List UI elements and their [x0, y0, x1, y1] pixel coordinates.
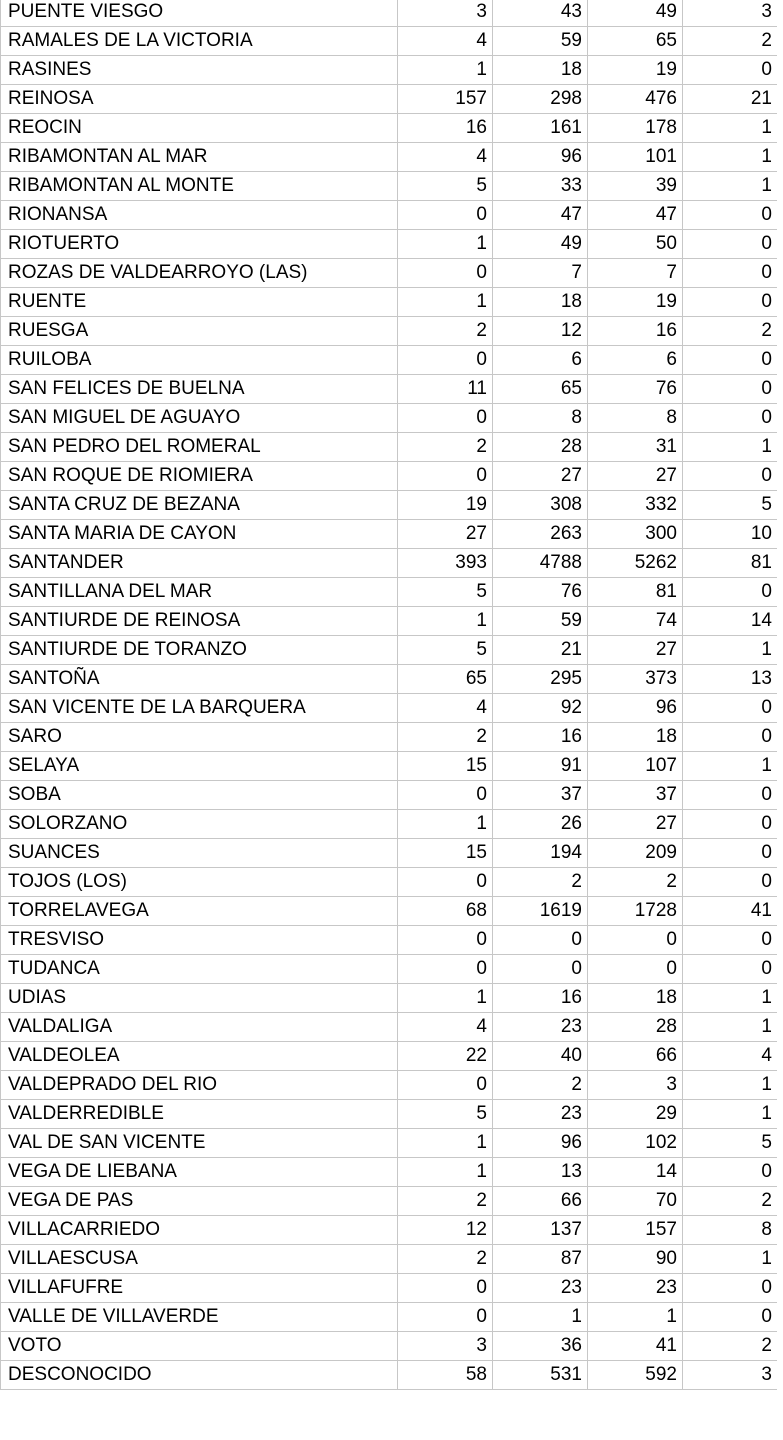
table-body	[1, 0, 778, 1390]
value-cell-col3: 41	[588, 1332, 683, 1361]
municipality-name-cell: UDIAS	[1, 984, 398, 1013]
table-row	[1, 491, 778, 520]
value-cell-col2: 49	[493, 230, 588, 259]
table-row	[1, 259, 778, 288]
table-row	[1, 1071, 778, 1100]
value-cell-col1: 1	[398, 607, 493, 636]
table-row	[1, 27, 778, 56]
value-cell-col2: 18	[493, 288, 588, 317]
value-cell-col1: 0	[398, 868, 493, 897]
value-cell-col2: 87	[493, 1245, 588, 1274]
value-cell-col4: 0	[683, 1274, 778, 1303]
table-row	[1, 0, 778, 27]
value-cell-col4: 0	[683, 694, 778, 723]
value-cell-col1: 4	[398, 694, 493, 723]
table-row	[1, 520, 778, 549]
value-cell-col3: 3	[588, 1071, 683, 1100]
table-row	[1, 288, 778, 317]
value-cell-col2: 4788	[493, 549, 588, 578]
value-cell-col2: 16	[493, 984, 588, 1013]
table-row	[1, 955, 778, 984]
value-cell-col4: 0	[683, 926, 778, 955]
value-cell-col1: 4	[398, 27, 493, 56]
municipality-name-cell: TOJOS (LOS)	[1, 868, 398, 897]
value-cell-col4: 1	[683, 1071, 778, 1100]
value-cell-col1: 58	[398, 1361, 493, 1390]
value-cell-col3: 178	[588, 114, 683, 143]
municipality-name-cell: SAN MIGUEL DE AGUAYO	[1, 404, 398, 433]
value-cell-col4: 1	[683, 752, 778, 781]
table-row	[1, 607, 778, 636]
municipality-name-cell: SANTA MARIA DE CAYON	[1, 520, 398, 549]
value-cell-col2: 66	[493, 1187, 588, 1216]
value-cell-col1: 0	[398, 1303, 493, 1332]
municipality-name-cell: SUANCES	[1, 839, 398, 868]
value-cell-col1: 0	[398, 1274, 493, 1303]
table-row	[1, 85, 778, 114]
value-cell-col4: 3	[683, 0, 778, 27]
value-cell-col2: 27	[493, 462, 588, 491]
table-row	[1, 868, 778, 897]
value-cell-col4: 0	[683, 259, 778, 288]
value-cell-col2: 308	[493, 491, 588, 520]
value-cell-col1: 4	[398, 143, 493, 172]
value-cell-col2: 40	[493, 1042, 588, 1071]
value-cell-col2: 298	[493, 85, 588, 114]
value-cell-col1: 19	[398, 491, 493, 520]
table-row	[1, 433, 778, 462]
table-row	[1, 1013, 778, 1042]
value-cell-col3: 29	[588, 1100, 683, 1129]
value-cell-col3: 6	[588, 346, 683, 375]
value-cell-col4: 0	[683, 781, 778, 810]
value-cell-col2: 18	[493, 56, 588, 85]
value-cell-col4: 13	[683, 665, 778, 694]
table-row	[1, 1274, 778, 1303]
table-row	[1, 1303, 778, 1332]
value-cell-col3: 1728	[588, 897, 683, 926]
value-cell-col4: 3	[683, 1361, 778, 1390]
value-cell-col3: 1	[588, 1303, 683, 1332]
value-cell-col3: 27	[588, 810, 683, 839]
municipality-name-cell: SANTANDER	[1, 549, 398, 578]
value-cell-col4: 0	[683, 1303, 778, 1332]
value-cell-col3: 0	[588, 926, 683, 955]
value-cell-col1: 16	[398, 114, 493, 143]
value-cell-col3: 0	[588, 955, 683, 984]
value-cell-col2: 23	[493, 1013, 588, 1042]
value-cell-col2: 36	[493, 1332, 588, 1361]
value-cell-col4: 0	[683, 810, 778, 839]
value-cell-col4: 1	[683, 172, 778, 201]
municipality-name-cell: SANTOÑA	[1, 665, 398, 694]
value-cell-col4: 0	[683, 56, 778, 85]
table-row	[1, 317, 778, 346]
municipality-name-cell: RASINES	[1, 56, 398, 85]
municipality-name-cell: RAMALES DE LA VICTORIA	[1, 27, 398, 56]
value-cell-col3: 81	[588, 578, 683, 607]
table-row	[1, 1245, 778, 1274]
municipality-name-cell: VALDEPRADO DEL RIO	[1, 1071, 398, 1100]
value-cell-col3: 18	[588, 723, 683, 752]
value-cell-col3: 209	[588, 839, 683, 868]
value-cell-col2: 91	[493, 752, 588, 781]
table-row	[1, 230, 778, 259]
value-cell-col2: 1	[493, 1303, 588, 1332]
value-cell-col3: 102	[588, 1129, 683, 1158]
value-cell-col4: 2	[683, 27, 778, 56]
table-row	[1, 810, 778, 839]
value-cell-col1: 2	[398, 723, 493, 752]
value-cell-col3: 2	[588, 868, 683, 897]
value-cell-col3: 19	[588, 288, 683, 317]
value-cell-col1: 5	[398, 1100, 493, 1129]
value-cell-col1: 1	[398, 56, 493, 85]
value-cell-col3: 37	[588, 781, 683, 810]
municipality-name-cell: VALDALIGA	[1, 1013, 398, 1042]
value-cell-col1: 1	[398, 1158, 493, 1187]
value-cell-col3: 332	[588, 491, 683, 520]
value-cell-col4: 21	[683, 85, 778, 114]
value-cell-col4: 0	[683, 839, 778, 868]
municipality-name-cell: TUDANCA	[1, 955, 398, 984]
value-cell-col4: 0	[683, 868, 778, 897]
municipality-name-cell: SANTIURDE DE REINOSA	[1, 607, 398, 636]
municipality-name-cell: RIOTUERTO	[1, 230, 398, 259]
value-cell-col4: 1	[683, 114, 778, 143]
value-cell-col3: 8	[588, 404, 683, 433]
value-cell-col3: 476	[588, 85, 683, 114]
value-cell-col1: 0	[398, 404, 493, 433]
table-row	[1, 1187, 778, 1216]
table-row	[1, 172, 778, 201]
municipality-name-cell: VALDERREDIBLE	[1, 1100, 398, 1129]
municipality-name-cell: VAL DE SAN VICENTE	[1, 1129, 398, 1158]
table-row	[1, 549, 778, 578]
value-cell-col4: 1	[683, 984, 778, 1013]
value-cell-col1: 0	[398, 201, 493, 230]
value-cell-col1: 2	[398, 1187, 493, 1216]
value-cell-col3: 19	[588, 56, 683, 85]
value-cell-col2: 194	[493, 839, 588, 868]
municipality-name-cell: VEGA DE PAS	[1, 1187, 398, 1216]
table-row	[1, 1216, 778, 1245]
value-cell-col2: 23	[493, 1100, 588, 1129]
value-cell-col4: 0	[683, 578, 778, 607]
value-cell-col4: 1	[683, 1245, 778, 1274]
municipality-name-cell: TORRELAVEGA	[1, 897, 398, 926]
value-cell-col3: 23	[588, 1274, 683, 1303]
value-cell-col3: 74	[588, 607, 683, 636]
value-cell-col1: 0	[398, 462, 493, 491]
table-row	[1, 636, 778, 665]
value-cell-col1: 11	[398, 375, 493, 404]
value-cell-col4: 0	[683, 201, 778, 230]
value-cell-col2: 295	[493, 665, 588, 694]
table-row	[1, 375, 778, 404]
municipality-name-cell: SAN FELICES DE BUELNA	[1, 375, 398, 404]
value-cell-col4: 2	[683, 317, 778, 346]
value-cell-col1: 1	[398, 230, 493, 259]
municipality-name-cell: SAN VICENTE DE LA BARQUERA	[1, 694, 398, 723]
value-cell-col3: 65	[588, 27, 683, 56]
value-cell-col2: 28	[493, 433, 588, 462]
value-cell-col1: 2	[398, 317, 493, 346]
value-cell-col2: 76	[493, 578, 588, 607]
value-cell-col4: 1	[683, 433, 778, 462]
municipality-name-cell: PUENTE VIESGO	[1, 0, 398, 27]
value-cell-col3: 592	[588, 1361, 683, 1390]
municipality-name-cell: SAN PEDRO DEL ROMERAL	[1, 433, 398, 462]
value-cell-col2: 92	[493, 694, 588, 723]
value-cell-col4: 8	[683, 1216, 778, 1245]
value-cell-col3: 76	[588, 375, 683, 404]
value-cell-col4: 0	[683, 346, 778, 375]
municipality-name-cell: VILLACARRIEDO	[1, 1216, 398, 1245]
value-cell-col3: 90	[588, 1245, 683, 1274]
value-cell-col1: 3	[398, 1332, 493, 1361]
value-cell-col1: 68	[398, 897, 493, 926]
value-cell-col2: 6	[493, 346, 588, 375]
value-cell-col1: 0	[398, 781, 493, 810]
value-cell-col2: 137	[493, 1216, 588, 1245]
table-row	[1, 56, 778, 85]
value-cell-col3: 101	[588, 143, 683, 172]
value-cell-col4: 0	[683, 462, 778, 491]
municipality-name-cell: VEGA DE LIEBANA	[1, 1158, 398, 1187]
value-cell-col1: 5	[398, 636, 493, 665]
table-row	[1, 1042, 778, 1071]
table-row	[1, 781, 778, 810]
value-cell-col2: 12	[493, 317, 588, 346]
value-cell-col2: 65	[493, 375, 588, 404]
value-cell-col1: 1	[398, 288, 493, 317]
value-cell-col2: 1619	[493, 897, 588, 926]
municipality-name-cell: DESCONOCIDO	[1, 1361, 398, 1390]
value-cell-col1: 0	[398, 259, 493, 288]
municipality-name-cell: SOBA	[1, 781, 398, 810]
value-cell-col3: 300	[588, 520, 683, 549]
value-cell-col2: 47	[493, 201, 588, 230]
sheet-right-margin	[777, 0, 783, 1440]
value-cell-col4: 10	[683, 520, 778, 549]
table-row	[1, 665, 778, 694]
value-cell-col3: 49	[588, 0, 683, 27]
municipality-name-cell: VILLAESCUSA	[1, 1245, 398, 1274]
table-row	[1, 462, 778, 491]
municipality-name-cell: REOCIN	[1, 114, 398, 143]
municipality-name-cell: SANTILLANA DEL MAR	[1, 578, 398, 607]
value-cell-col1: 0	[398, 926, 493, 955]
value-cell-col3: 16	[588, 317, 683, 346]
table-row	[1, 1158, 778, 1187]
value-cell-col4: 5	[683, 1129, 778, 1158]
table-row	[1, 201, 778, 230]
municipality-name-cell: RIBAMONTAN AL MONTE	[1, 172, 398, 201]
value-cell-col2: 0	[493, 926, 588, 955]
value-cell-col1: 2	[398, 433, 493, 462]
value-cell-col3: 39	[588, 172, 683, 201]
value-cell-col3: 18	[588, 984, 683, 1013]
table-row	[1, 694, 778, 723]
value-cell-col4: 0	[683, 955, 778, 984]
value-cell-col2: 37	[493, 781, 588, 810]
value-cell-col1: 15	[398, 839, 493, 868]
value-cell-col2: 96	[493, 1129, 588, 1158]
table-row	[1, 897, 778, 926]
table-row	[1, 752, 778, 781]
value-cell-col2: 59	[493, 607, 588, 636]
value-cell-col1: 3	[398, 0, 493, 27]
value-cell-col4: 41	[683, 897, 778, 926]
value-cell-col4: 14	[683, 607, 778, 636]
value-cell-col2: 21	[493, 636, 588, 665]
value-cell-col2: 13	[493, 1158, 588, 1187]
value-cell-col4: 1	[683, 143, 778, 172]
value-cell-col2: 2	[493, 1071, 588, 1100]
value-cell-col1: 22	[398, 1042, 493, 1071]
value-cell-col4: 81	[683, 549, 778, 578]
value-cell-col3: 70	[588, 1187, 683, 1216]
value-cell-col4: 0	[683, 230, 778, 259]
value-cell-col3: 47	[588, 201, 683, 230]
value-cell-col2: 531	[493, 1361, 588, 1390]
value-cell-col4: 1	[683, 1100, 778, 1129]
value-cell-col1: 157	[398, 85, 493, 114]
value-cell-col1: 27	[398, 520, 493, 549]
value-cell-col4: 0	[683, 288, 778, 317]
value-cell-col3: 7	[588, 259, 683, 288]
value-cell-col2: 16	[493, 723, 588, 752]
value-cell-col4: 4	[683, 1042, 778, 1071]
value-cell-col3: 157	[588, 1216, 683, 1245]
value-cell-col2: 96	[493, 143, 588, 172]
table-row	[1, 114, 778, 143]
table-row	[1, 926, 778, 955]
municipality-name-cell: RUENTE	[1, 288, 398, 317]
value-cell-col3: 31	[588, 433, 683, 462]
municipality-name-cell: VALDEOLEA	[1, 1042, 398, 1071]
value-cell-col3: 14	[588, 1158, 683, 1187]
value-cell-col4: 0	[683, 1158, 778, 1187]
value-cell-col1: 0	[398, 1071, 493, 1100]
value-cell-col3: 66	[588, 1042, 683, 1071]
value-cell-col3: 373	[588, 665, 683, 694]
value-cell-col2: 33	[493, 172, 588, 201]
table-row	[1, 143, 778, 172]
value-cell-col2: 161	[493, 114, 588, 143]
value-cell-col2: 43	[493, 0, 588, 27]
municipality-name-cell: RUESGA	[1, 317, 398, 346]
value-cell-col3: 5262	[588, 549, 683, 578]
table-row	[1, 984, 778, 1013]
table-row	[1, 1332, 778, 1361]
municipality-name-cell: RIONANSA	[1, 201, 398, 230]
table-row	[1, 1361, 778, 1390]
municipality-name-cell: SELAYA	[1, 752, 398, 781]
municipality-name-cell: VILLAFUFRE	[1, 1274, 398, 1303]
table-row	[1, 578, 778, 607]
municipality-name-cell: ROZAS DE VALDEARROYO (LAS)	[1, 259, 398, 288]
table-row	[1, 1100, 778, 1129]
value-cell-col1: 2	[398, 1245, 493, 1274]
value-cell-col1: 5	[398, 578, 493, 607]
value-cell-col3: 27	[588, 636, 683, 665]
table-row	[1, 346, 778, 375]
municipality-name-cell: RUILOBA	[1, 346, 398, 375]
value-cell-col3: 27	[588, 462, 683, 491]
value-cell-col1: 12	[398, 1216, 493, 1245]
value-cell-col1: 1	[398, 1129, 493, 1158]
municipality-name-cell: SANTIURDE DE TORANZO	[1, 636, 398, 665]
value-cell-col1: 5	[398, 172, 493, 201]
value-cell-col3: 28	[588, 1013, 683, 1042]
municipality-name-cell: VOTO	[1, 1332, 398, 1361]
value-cell-col3: 50	[588, 230, 683, 259]
value-cell-col4: 1	[683, 636, 778, 665]
value-cell-col4: 5	[683, 491, 778, 520]
table-row	[1, 839, 778, 868]
value-cell-col1: 0	[398, 955, 493, 984]
value-cell-col4: 0	[683, 723, 778, 752]
value-cell-col3: 107	[588, 752, 683, 781]
value-cell-col1: 393	[398, 549, 493, 578]
value-cell-col1: 65	[398, 665, 493, 694]
value-cell-col2: 26	[493, 810, 588, 839]
municipality-name-cell: VALLE DE VILLAVERDE	[1, 1303, 398, 1332]
municipality-name-cell: TRESVISO	[1, 926, 398, 955]
value-cell-col4: 0	[683, 375, 778, 404]
municipality-name-cell: SARO	[1, 723, 398, 752]
table-row	[1, 723, 778, 752]
value-cell-col2: 2	[493, 868, 588, 897]
value-cell-col2: 59	[493, 27, 588, 56]
value-cell-col1: 0	[398, 346, 493, 375]
value-cell-col4: 0	[683, 404, 778, 433]
municipality-name-cell: RIBAMONTAN AL MAR	[1, 143, 398, 172]
municipality-name-cell: SANTA CRUZ DE BEZANA	[1, 491, 398, 520]
value-cell-col2: 263	[493, 520, 588, 549]
value-cell-col2: 8	[493, 404, 588, 433]
value-cell-col1: 1	[398, 810, 493, 839]
municipality-name-cell: REINOSA	[1, 85, 398, 114]
value-cell-col2: 7	[493, 259, 588, 288]
value-cell-col3: 96	[588, 694, 683, 723]
value-cell-col2: 0	[493, 955, 588, 984]
municipality-name-cell: SAN ROQUE DE RIOMIERA	[1, 462, 398, 491]
value-cell-col4: 2	[683, 1187, 778, 1216]
value-cell-col1: 4	[398, 1013, 493, 1042]
value-cell-col2: 23	[493, 1274, 588, 1303]
value-cell-col1: 15	[398, 752, 493, 781]
table-row	[1, 1129, 778, 1158]
municipality-name-cell: SOLORZANO	[1, 810, 398, 839]
value-cell-col1: 1	[398, 984, 493, 1013]
value-cell-col4: 1	[683, 1013, 778, 1042]
value-cell-col4: 2	[683, 1332, 778, 1361]
table-row	[1, 404, 778, 433]
